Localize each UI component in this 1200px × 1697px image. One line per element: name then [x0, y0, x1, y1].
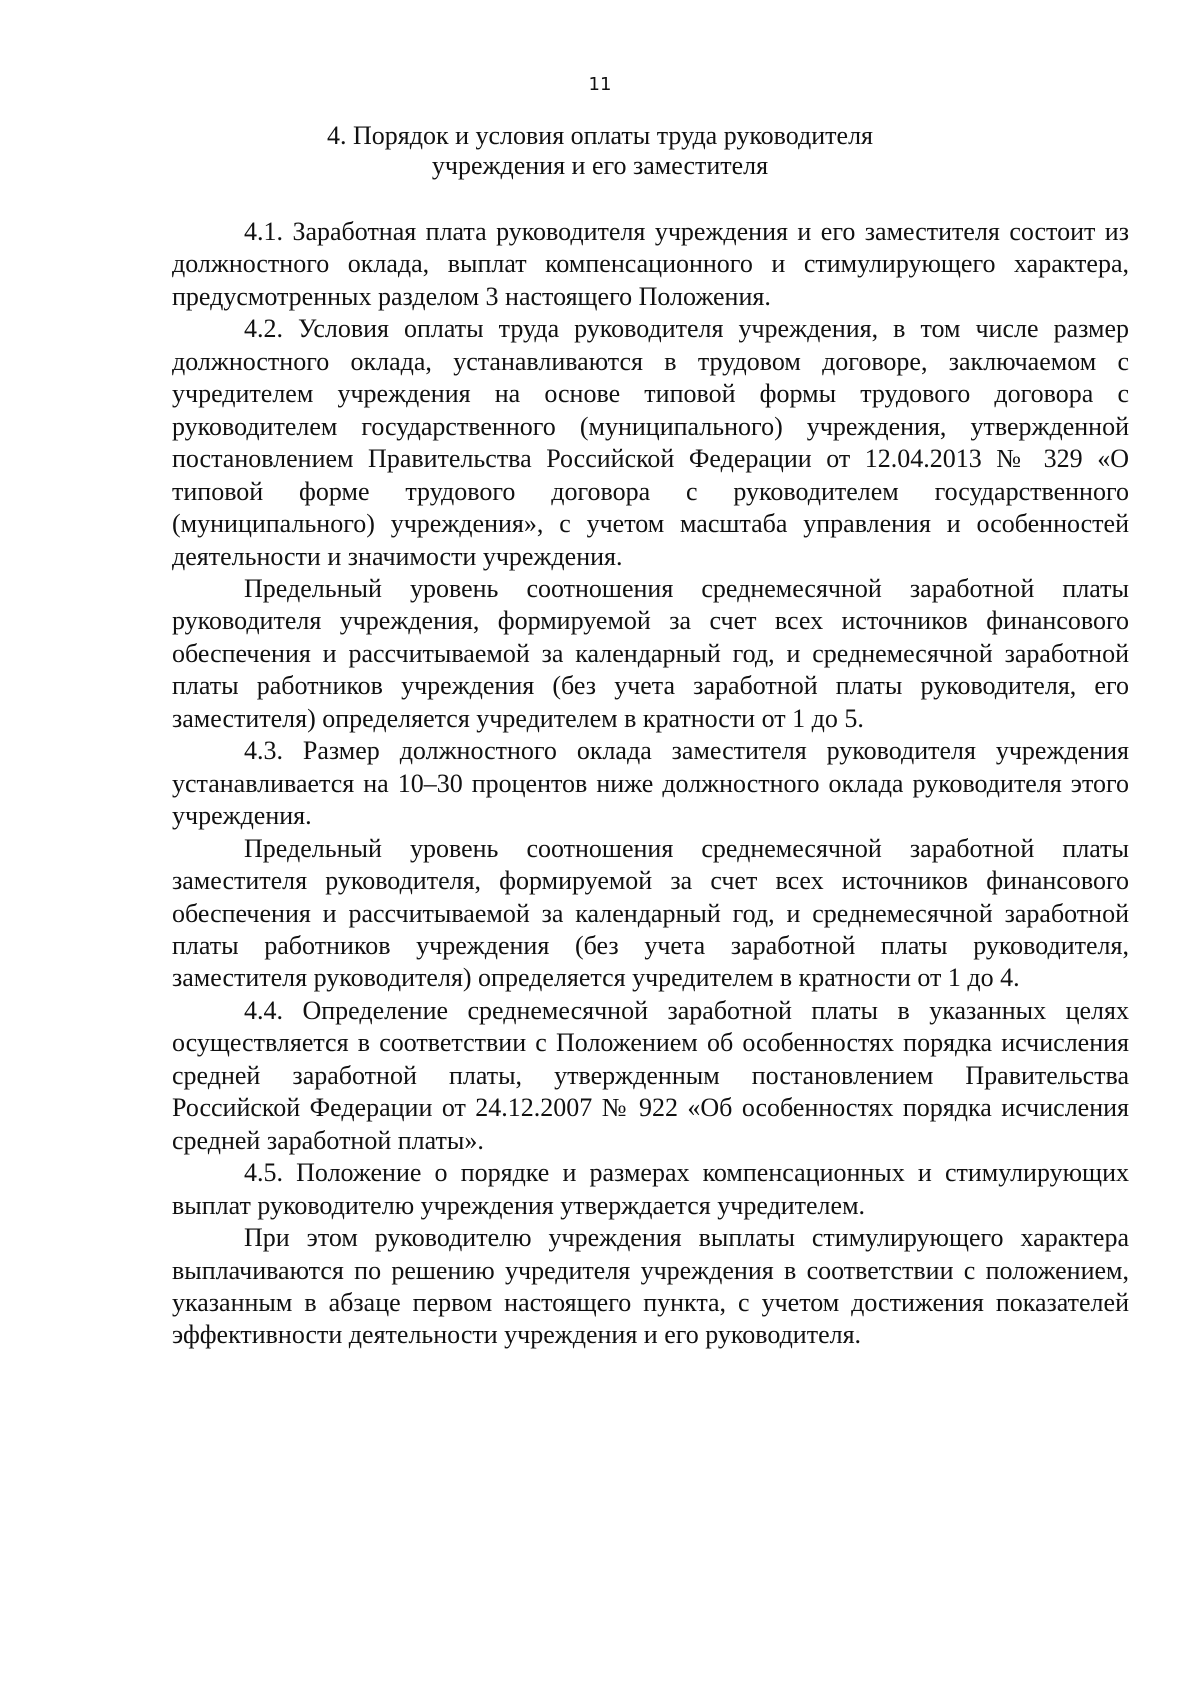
paragraph-4-2-limit: Предельный уровень соотношения среднемесячной заработной платы руководителя учреждения, формируемой за счет всех источников финансового обеспечения и рассчитываемой за календарный год, и среднемесячной заработной платы работников учреждения (без учета заработной платы руководителя, его заместителя) определяется учредителем в кратности от 1 до 5. — [172, 573, 1129, 733]
paragraph-4-3: 4.3. Размер должностного оклада заместителя руководителя учреждения устанавливается на 10–30 процентов ниже должностного оклада руководителя этого учреждения. — [172, 736, 1129, 831]
paragraph-4-2: 4.2. Условия оплаты труда руководителя учреждения, в том числе размер должностного оклада, устанавливаются в трудовом договоре, заключаемом с учредителем учреждения на основе типовой формы трудового договора с руководителем государственного (муниципального) учреждения, утвержденной постановлением Правительства Российской Федерации от 12.04.2013 № 329 «О типовой форме трудового договора с руководителем государственного (муниципального) учреждения», с учетом масштаба управления и особенностей деятельности и значимости учреждения. — [172, 314, 1129, 571]
document-body — [172, 216, 1129, 1352]
section-heading-line-1: 4. Порядок и условия оплаты труда руководителя — [326, 121, 874, 150]
page-number: 11 — [588, 74, 612, 95]
section-heading-line-2: учреждения и его заместителя — [431, 151, 769, 180]
paragraph-4-5-bonus: При этом руководителю учреждения выплаты стимулирующего характера выплачиваются по решению учредителя учреждения в соответствии с положением, указанным в абзаце первом настоящего пункта, с учетом достижения показателей эффективности деятельности учреждения и его руководителя. — [172, 1223, 1129, 1350]
paragraph-4-1: 4.1. Заработная плата руководителя учреждения и его заместителя состоит из должностного оклада, выплат компенсационного и стимулирующего характера, предусмотренных разделом 3 настоящего Положения. — [172, 217, 1129, 311]
paragraph-4-3-limit: Предельный уровень соотношения среднемесячной заработной платы заместителя руководителя, формируемой за счет всех источников финансового обеспечения и рассчитываемой за календарный год, и среднемесячной заработной платы работников учреждения (без учета заработной платы руководителя, заместителя руководителя) определяется учредителем в кратности от 1 до 4. — [172, 833, 1129, 993]
section-heading — [0, 121, 1200, 181]
paragraph-4-5: 4.5. Положение о порядке и размерах компенсационных и стимулирующих выплат руководителю учреждения утверждается учредителем. — [172, 1158, 1129, 1220]
paragraph-4-4: 4.4. Определение среднемесячной заработной платы в указанных целях осуществляется в соответствии с Положением об особенностях порядка исчисления средней заработной платы, утвержденным постановлением Правительства Российской Федерации от 24.12.2007 № 922 «Об особенностях порядка исчисления средней заработной платы». — [172, 995, 1129, 1155]
